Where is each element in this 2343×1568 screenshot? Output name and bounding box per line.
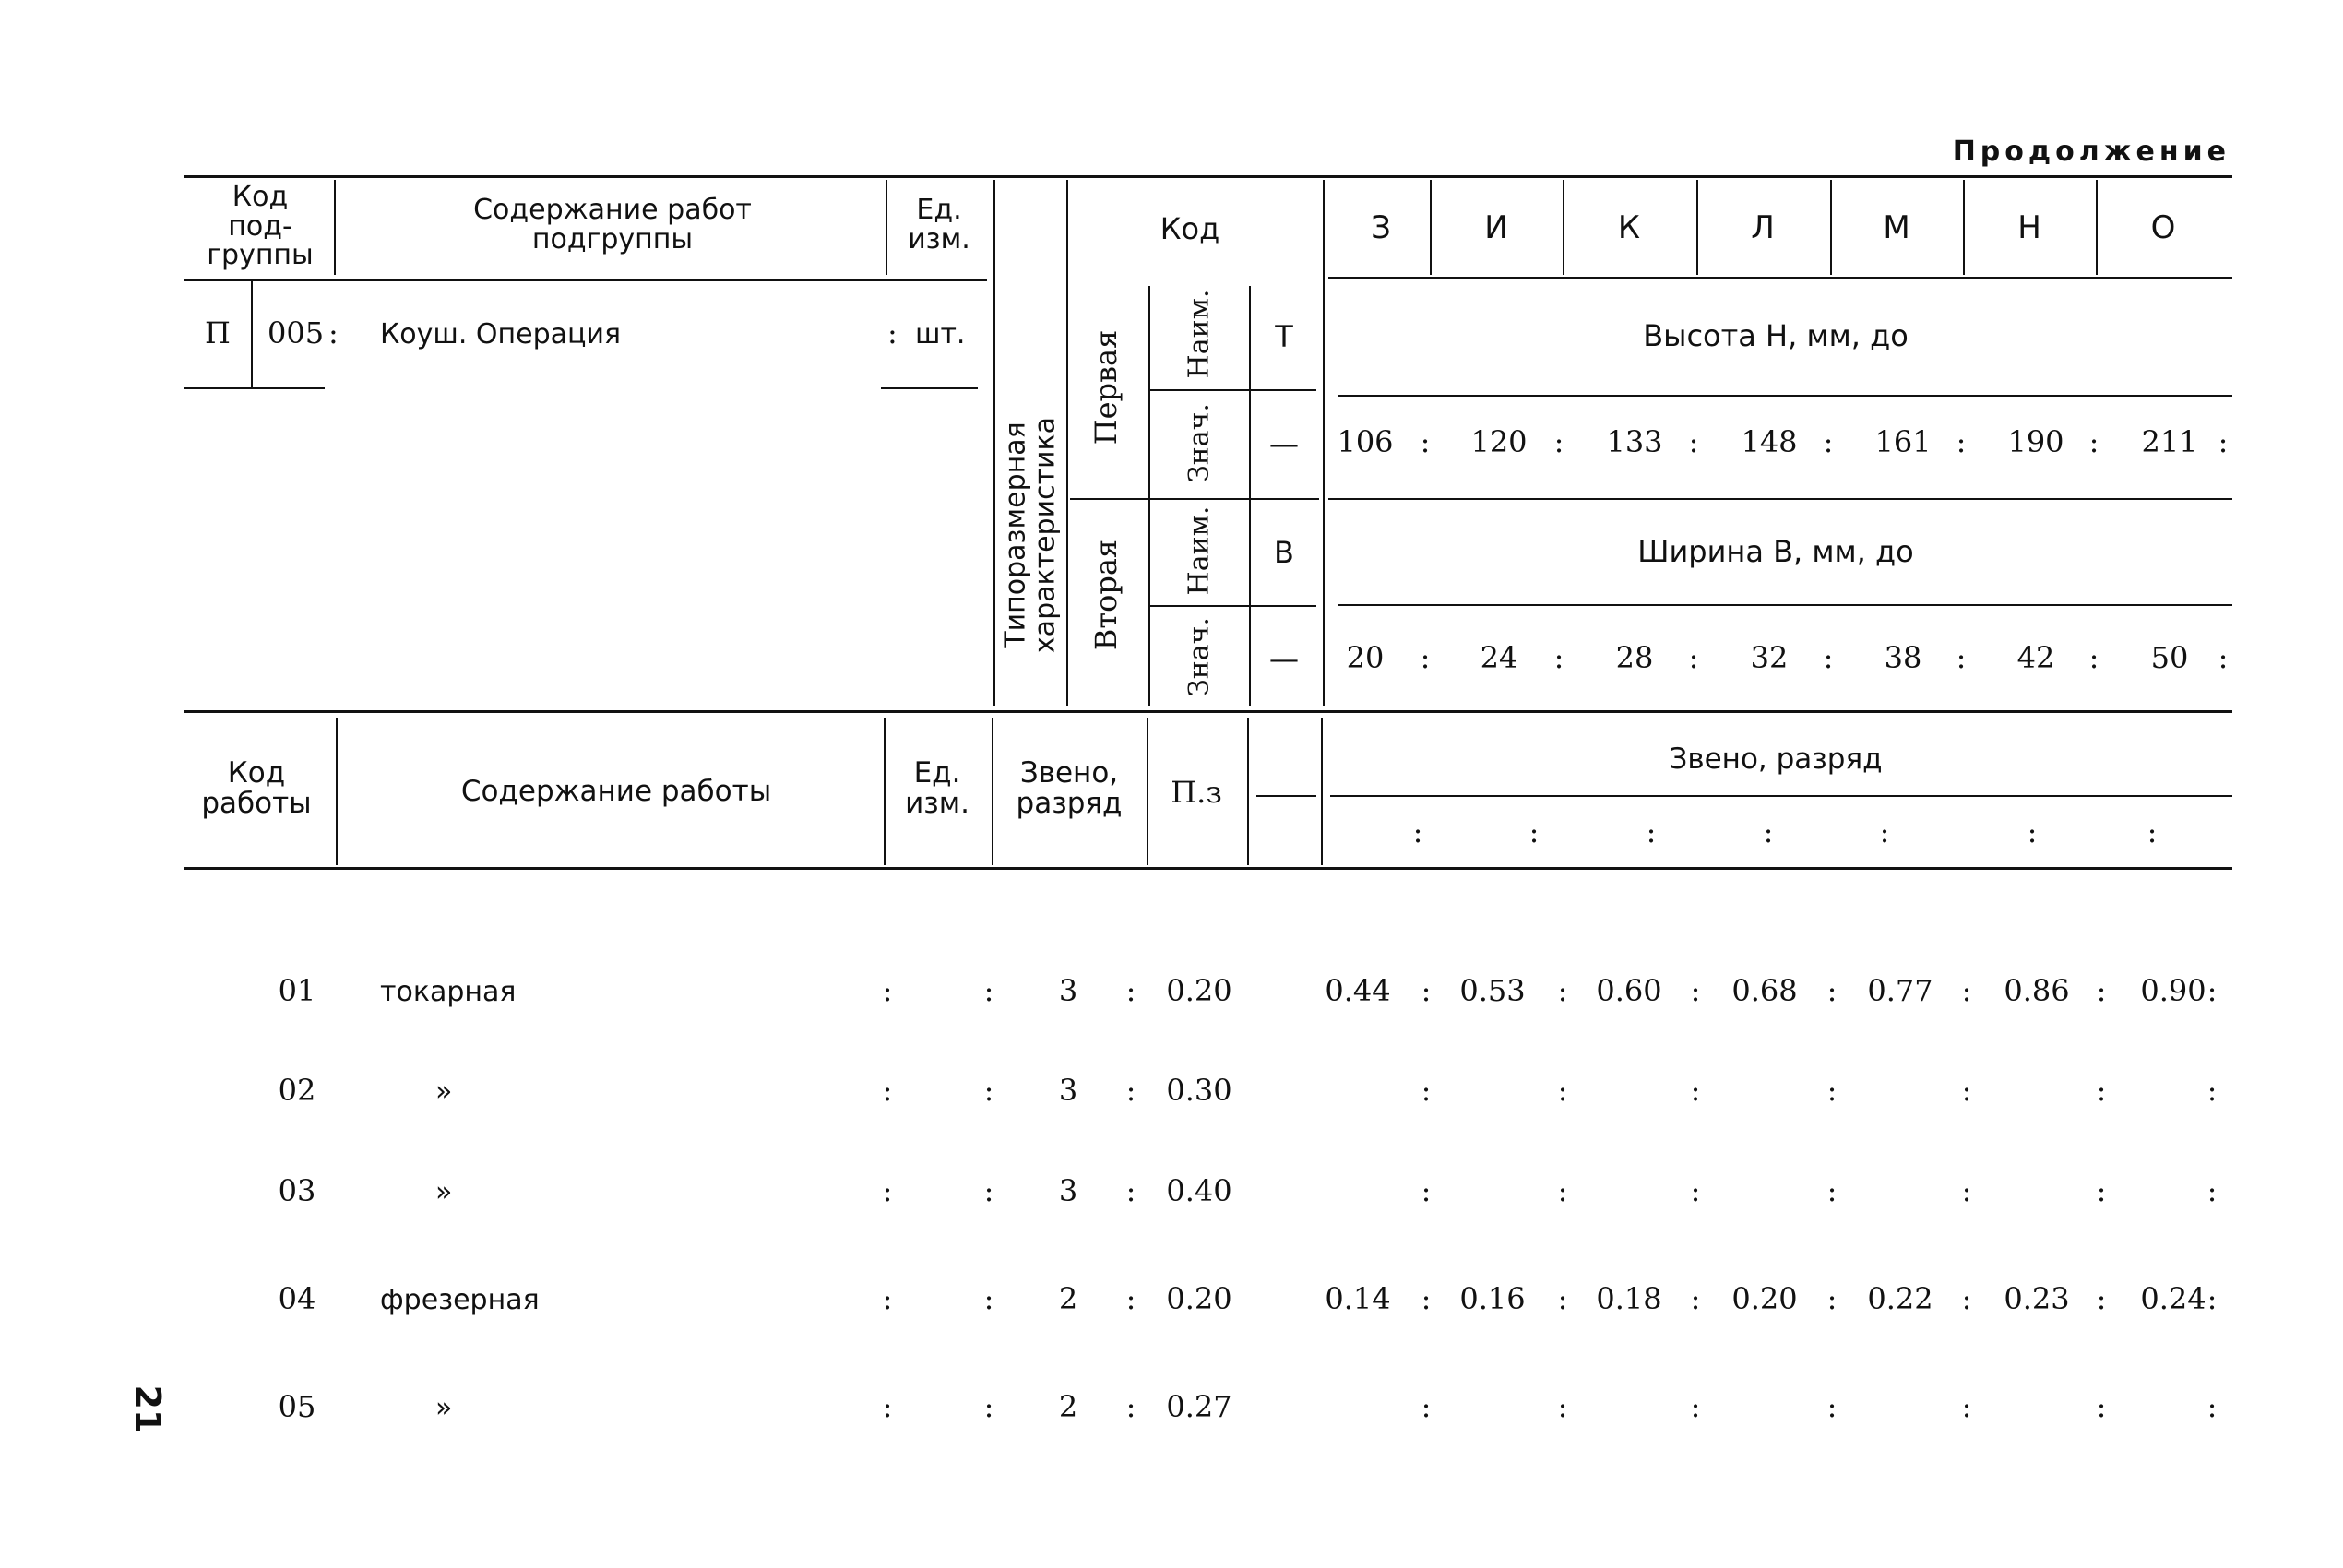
colon: : (1421, 1073, 1432, 1108)
work-name: » (435, 1392, 453, 1424)
page-number: 21 (127, 1384, 168, 1434)
colon: : (983, 973, 994, 1008)
colon: : (1763, 814, 1774, 849)
divider (251, 281, 253, 387)
column-header: К (1617, 209, 1641, 246)
colon: : (1961, 1389, 1972, 1424)
divider (1323, 180, 1325, 706)
time-value: 0.22 (1867, 1281, 1933, 1316)
colon: : (328, 315, 339, 350)
second-characteristic-value: 50 (2150, 640, 2189, 675)
pz-value: 0.40 (1166, 1173, 1232, 1208)
colon: : (882, 1073, 893, 1108)
colon: : (887, 315, 898, 350)
colon: : (882, 1281, 893, 1316)
second-characteristic-value: 38 (1884, 640, 1922, 675)
name-abbr-label: Наим. (1183, 505, 1216, 596)
time-value: 0.68 (1731, 973, 1798, 1008)
colon: : (1125, 973, 1136, 1008)
colon: : (2218, 640, 2229, 675)
unit-underline (881, 387, 978, 389)
colon: : (1690, 1281, 1701, 1316)
work-name: » (435, 1075, 453, 1108)
colon: : (1125, 1281, 1136, 1316)
time-value: 0.53 (1459, 973, 1526, 1008)
divider (886, 180, 887, 275)
pz-header: П.з (1171, 775, 1222, 810)
colon: : (1826, 1281, 1838, 1316)
time-value: 0.24 (2140, 1281, 2206, 1316)
colon: : (2096, 973, 2107, 1008)
work-code: 01 (278, 973, 316, 1008)
divider (1963, 180, 1965, 275)
rule (1148, 605, 1316, 607)
unit-header-bottom: Ед. изм. (905, 756, 969, 820)
colon: : (983, 1073, 994, 1108)
colon: : (1879, 814, 1890, 849)
header-bottom-rule-right (1328, 277, 2232, 279)
value-abbr-label: Знач. (1183, 617, 1216, 696)
colon: : (2206, 1389, 2218, 1424)
column-header: И (1484, 209, 1508, 246)
second-characteristic-value: 28 (1615, 640, 1654, 675)
colon: : (1420, 424, 1431, 459)
subgroup-unit: шт. (915, 318, 966, 350)
header-separator-rule (184, 710, 2232, 713)
colon: : (1421, 1389, 1432, 1424)
second-characteristic-value: 20 (1346, 640, 1385, 675)
table-top-rule (184, 175, 2232, 178)
time-value: 0.20 (1731, 1281, 1798, 1316)
colon: : (2147, 814, 2158, 849)
crew-grade: 2 (1058, 1389, 1078, 1424)
colon: : (983, 1389, 994, 1424)
continuation-label: Продолжение (1952, 136, 2230, 168)
divider (334, 180, 336, 275)
colon: : (1557, 1389, 1568, 1424)
colon: : (1688, 424, 1699, 459)
time-value: 0.90 (2140, 973, 2206, 1008)
time-value: 0.23 (2004, 1281, 2070, 1316)
first-characteristic-code: Т (1275, 319, 1293, 354)
colon: : (1690, 973, 1701, 1008)
first-characteristic-value: 161 (1874, 424, 1932, 459)
first-characteristic-value: 133 (1606, 424, 1663, 459)
time-value: 0.77 (1867, 973, 1933, 1008)
column-header: М (1883, 209, 1910, 246)
rule (1148, 389, 1316, 391)
second-characteristic-code: В (1274, 535, 1294, 570)
work-code: 03 (278, 1173, 316, 1208)
colon: : (1956, 640, 1967, 675)
divider (993, 180, 995, 706)
rule (1338, 395, 2232, 397)
name-abbr-label: Наим. (1183, 289, 1216, 379)
divider (1430, 180, 1432, 275)
colon: : (2206, 1073, 2218, 1108)
time-value: 0.18 (1596, 1281, 1662, 1316)
colon: : (983, 1173, 994, 1208)
colon: : (1553, 424, 1564, 459)
second-characteristic-value: 24 (1480, 640, 1518, 675)
colon: : (1956, 424, 1967, 459)
pz-value: 0.20 (1166, 1281, 1232, 1316)
colon: : (1826, 1389, 1838, 1424)
crew-grade-header: Звено, разряд (1016, 756, 1123, 820)
column-header: Н (2017, 209, 2041, 246)
subgroup-content-header: Содержание работ подгруппы (473, 194, 752, 255)
code-header: Код (1160, 211, 1220, 246)
crew-grade: 3 (1058, 973, 1078, 1008)
pz-value: 0.30 (1166, 1073, 1232, 1108)
colon: : (1826, 973, 1838, 1008)
column-header: Л (1751, 209, 1775, 246)
colon: : (2206, 973, 2218, 1008)
colon: : (1690, 1073, 1701, 1108)
divider (1066, 180, 1068, 706)
work-code: 05 (278, 1389, 316, 1424)
colon: : (1125, 1389, 1136, 1424)
rule (1328, 498, 2232, 500)
colon: : (1125, 1173, 1136, 1208)
second-value-dash: — (1269, 641, 1299, 676)
second-label: Вторая (1088, 539, 1124, 651)
divider (1696, 180, 1698, 275)
colon: : (1961, 1281, 1972, 1316)
subgroup-code: 005 (268, 315, 325, 350)
colon: : (1688, 640, 1699, 675)
colon: : (882, 1389, 893, 1424)
work-code: 04 (278, 1281, 316, 1316)
colon: : (1826, 1073, 1838, 1108)
colon: : (1421, 1281, 1432, 1316)
colon: : (1125, 1073, 1136, 1108)
first-characteristic-title: Высота H, мм, до (1643, 318, 1909, 353)
colon: : (1823, 640, 1834, 675)
rule (1330, 795, 2232, 797)
colon: : (2218, 424, 2229, 459)
divider (336, 718, 338, 865)
work-content-header: Содержание работы (460, 775, 772, 808)
colon: : (1528, 814, 1540, 849)
divider (884, 718, 886, 865)
colon: : (2027, 814, 2038, 849)
table-header-bottom-rule (184, 867, 2232, 870)
rule (1256, 795, 1316, 797)
colon: : (2096, 1281, 2107, 1316)
colon: : (1557, 973, 1568, 1008)
colon: : (1557, 1073, 1568, 1108)
first-characteristic-value: 120 (1470, 424, 1528, 459)
colon: : (2096, 1389, 2107, 1424)
first-value-dash: — (1269, 426, 1299, 461)
first-characteristic-value: 190 (2007, 424, 2064, 459)
colon: : (1961, 1073, 1972, 1108)
typesize-header: Типоразмерная характеристика (999, 416, 1061, 654)
colon: : (2096, 1073, 2107, 1108)
colon: : (1826, 1173, 1838, 1208)
divider (1249, 286, 1251, 706)
colon: : (1421, 1173, 1432, 1208)
first-label: Первая (1088, 329, 1124, 445)
divider (1321, 718, 1323, 865)
colon: : (2206, 1281, 2218, 1316)
divider (1147, 718, 1148, 865)
first-characteristic-value: 148 (1741, 424, 1798, 459)
colon: : (1961, 1173, 1972, 1208)
colon: : (1690, 1173, 1701, 1208)
colon: : (2088, 640, 2099, 675)
time-value: 0.60 (1596, 973, 1662, 1008)
time-value: 0.44 (1325, 973, 1391, 1008)
first-characteristic-value: 106 (1337, 424, 1394, 459)
colon: : (983, 1281, 994, 1316)
work-name: токарная (380, 976, 517, 1008)
subgroup-name: Коуш. Операция (380, 318, 622, 350)
colon: : (1557, 1173, 1568, 1208)
colon: : (2096, 1173, 2107, 1208)
colon: : (1421, 973, 1432, 1008)
divider (992, 718, 993, 865)
pz-value: 0.27 (1166, 1389, 1232, 1424)
crew-grade: 3 (1058, 1073, 1078, 1108)
divider (1830, 180, 1832, 275)
divider (2096, 180, 2098, 275)
colon: : (1412, 814, 1423, 849)
pz-value: 0.20 (1166, 973, 1232, 1008)
subgroup-code-underline (184, 387, 325, 389)
divider (1148, 286, 1150, 706)
colon: : (1553, 640, 1564, 675)
crew-grade-group-header: Звено, разряд (1669, 742, 1883, 776)
subgroup-letter: П (205, 315, 231, 350)
second-characteristic-value: 32 (1750, 640, 1789, 675)
crew-grade: 2 (1058, 1281, 1078, 1316)
column-header: О (2150, 209, 2176, 246)
rule (1338, 604, 2232, 606)
column-header: З (1371, 209, 1391, 246)
divider (1247, 718, 1249, 865)
colon: : (2088, 424, 2099, 459)
colon: : (1420, 640, 1431, 675)
crew-grade: 3 (1058, 1173, 1078, 1208)
unit-header: Ед. изм. (908, 194, 970, 255)
second-characteristic-title: Ширина В, мм, до (1637, 534, 1914, 569)
colon: : (2206, 1173, 2218, 1208)
time-value: 0.86 (2004, 973, 2070, 1008)
colon: : (1823, 424, 1834, 459)
divider (1563, 180, 1564, 275)
subgroup-code-header: Код под- группы (207, 181, 314, 271)
work-code: 02 (278, 1073, 316, 1108)
first-characteristic-value: 211 (2141, 424, 2198, 459)
colon: : (882, 1173, 893, 1208)
colon: : (1690, 1389, 1701, 1424)
colon: : (1646, 814, 1657, 849)
work-name: » (435, 1176, 453, 1208)
time-value: 0.16 (1459, 1281, 1526, 1316)
value-abbr-label: Знач. (1183, 403, 1216, 482)
work-name: фрезерная (380, 1284, 540, 1316)
colon: : (1557, 1281, 1568, 1316)
time-value: 0.14 (1325, 1281, 1391, 1316)
header-bottom-rule-left (184, 279, 987, 281)
second-characteristic-value: 42 (2016, 640, 2055, 675)
rule (1070, 498, 1319, 500)
colon: : (882, 973, 893, 1008)
work-code-header: Код работы (201, 756, 312, 820)
colon: : (1961, 973, 1972, 1008)
